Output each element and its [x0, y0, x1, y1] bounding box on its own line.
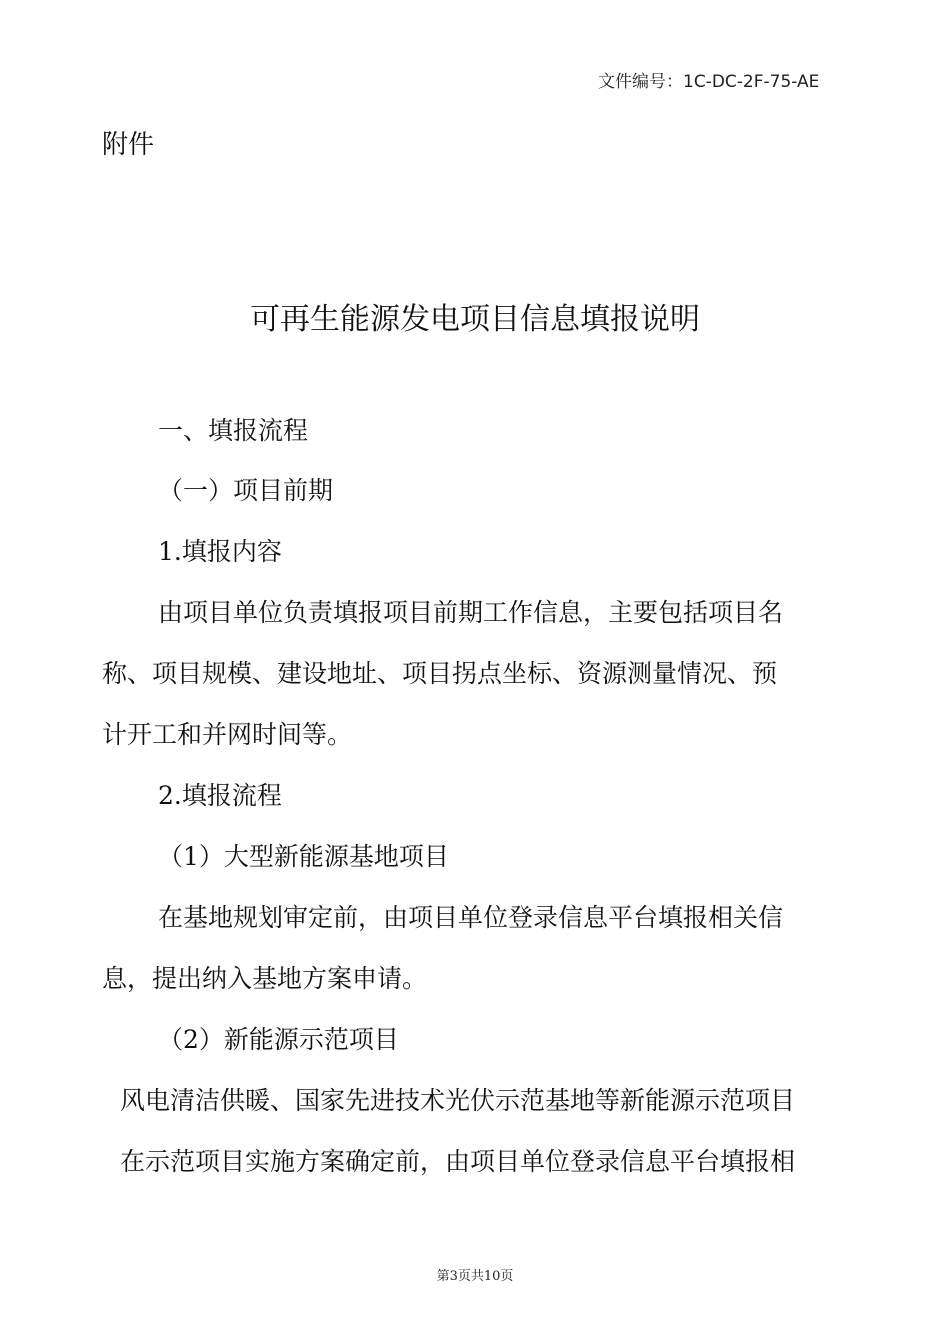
page-number-footer: 第3页共10页 — [436, 1269, 514, 1284]
paragraph-line: 在基地规划审定前，由项目单位登录信息平台填报相关信 — [158, 903, 784, 932]
document-title: 可再生能源发电项目信息填报说明 — [250, 302, 700, 337]
item-heading: 1.填报内容 — [158, 537, 282, 566]
paragraph-line: 称、项目规模、建设地址、项目拐点坐标、资源测量情况、预 — [102, 659, 778, 688]
sub-item-heading: （2）新能源示范项目 — [158, 1025, 399, 1054]
sub-item-heading: （1）大型新能源基地项目 — [158, 842, 449, 871]
item-heading: 2.填报流程 — [158, 781, 282, 810]
paragraph-line: 息，提出纳入基地方案申请。 — [102, 964, 428, 993]
section-heading: 一、填报流程 — [158, 416, 309, 445]
attachment-label: 附件 — [102, 130, 155, 160]
paragraph-line: 风电清洁供暖、国家先进技术光伏示范基地等新能源示范项目 — [120, 1086, 796, 1115]
paragraph-line: 由项目单位负责填报项目前期工作信息，主要包括项目名 — [158, 598, 784, 627]
paragraph-line: 计开工和并网时间等。 — [102, 720, 353, 749]
file-number: 文件编号：1C-DC-2F-75-AE — [598, 72, 820, 92]
paragraph-line: 在示范项目实施方案确定前，由项目单位登录信息平台填报相 — [120, 1147, 796, 1176]
subsection-heading: （一）项目前期 — [158, 476, 334, 505]
